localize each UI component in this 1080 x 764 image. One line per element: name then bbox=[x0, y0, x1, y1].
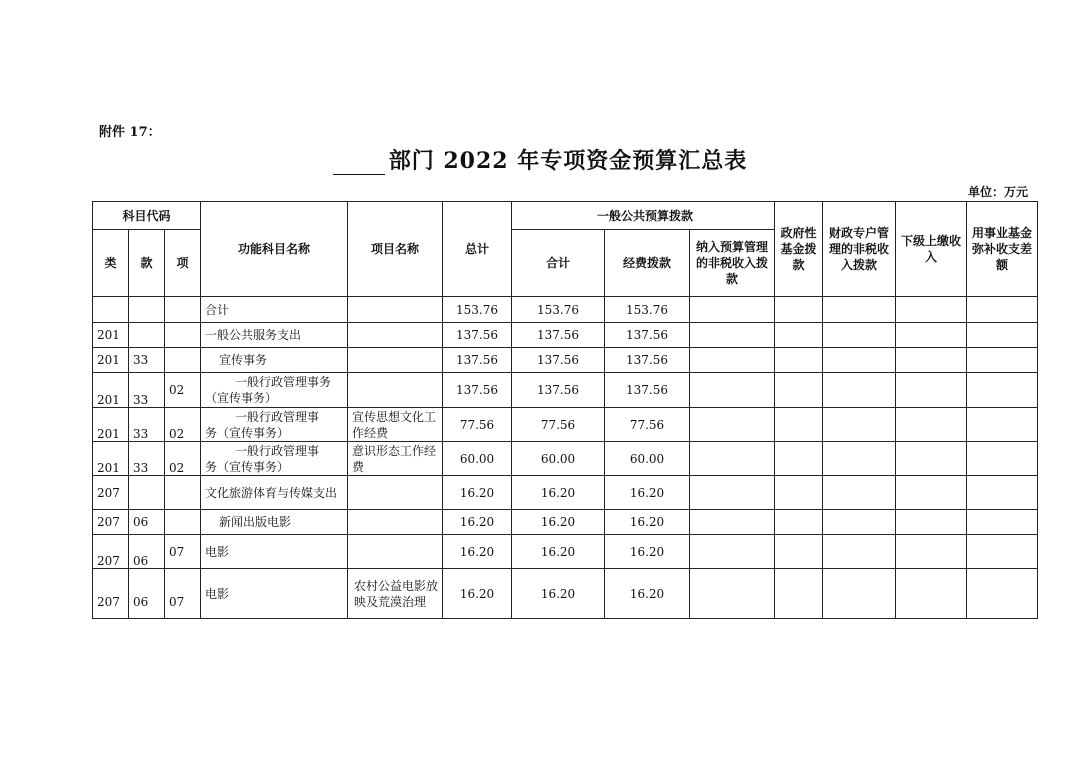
cell-gb-total: 16.20 bbox=[512, 510, 605, 535]
cell-project bbox=[348, 348, 443, 373]
table-row bbox=[93, 442, 1038, 476]
attachment-label: 附件 17： bbox=[99, 125, 161, 140]
cell-empty bbox=[823, 476, 896, 510]
cell-empty bbox=[896, 476, 967, 510]
cell-kuan: 06 bbox=[129, 569, 165, 619]
cell-empty bbox=[690, 476, 775, 510]
cell-gb-total: 16.20 bbox=[512, 535, 605, 569]
cell-empty bbox=[690, 348, 775, 373]
cell-total: 137.56 bbox=[443, 323, 512, 348]
cell-func-name: 宣传事务 bbox=[201, 348, 348, 373]
unit-label: 单位：万元 bbox=[967, 185, 1028, 199]
cell-empty bbox=[823, 408, 896, 442]
cell-empty bbox=[775, 297, 823, 323]
cell-kuan: 33 bbox=[129, 408, 165, 442]
cell-empty bbox=[775, 510, 823, 535]
cell-empty bbox=[967, 408, 1038, 442]
header-kuan: 款 bbox=[129, 230, 165, 297]
cell-gb-total: 60.00 bbox=[512, 442, 605, 476]
cell-gb-funds: 153.76 bbox=[605, 297, 690, 323]
cell-gb-total: 137.56 bbox=[512, 348, 605, 373]
cell-empty bbox=[690, 408, 775, 442]
cell-func-name: 文化旅游体育与传媒支出 bbox=[201, 476, 348, 510]
cell-empty bbox=[823, 373, 896, 408]
cell-lei: 207 bbox=[93, 476, 129, 510]
table-row bbox=[93, 476, 1038, 510]
cell-gb-funds: 60.00 bbox=[605, 442, 690, 476]
cell-xiang: 02 bbox=[165, 408, 201, 442]
cell-empty bbox=[896, 348, 967, 373]
func-name-line1: 一般行政管理事务 bbox=[235, 375, 332, 389]
header-project-name: 项目名称 bbox=[348, 202, 443, 297]
cell-empty bbox=[967, 373, 1038, 408]
cell-lei: 201 bbox=[93, 373, 129, 408]
cell-project bbox=[348, 323, 443, 348]
header-gb-total: 合计 bbox=[512, 230, 605, 297]
cell-empty bbox=[967, 569, 1038, 619]
cell-empty bbox=[690, 510, 775, 535]
cell-empty bbox=[775, 476, 823, 510]
cell-gb-total: 16.20 bbox=[512, 476, 605, 510]
cell-empty bbox=[967, 476, 1038, 510]
cell-lei: 201 bbox=[93, 323, 129, 348]
header-subject-code: 科目代码 bbox=[93, 202, 201, 230]
header-func-name: 功能科目名称 bbox=[201, 202, 348, 297]
table-row bbox=[93, 569, 1038, 619]
header-lei: 类 bbox=[93, 230, 129, 297]
cell-xiang bbox=[165, 348, 201, 373]
cell-kuan: 33 bbox=[129, 373, 165, 408]
cell-gb-funds: 77.56 bbox=[605, 408, 690, 442]
cell-kuan bbox=[129, 323, 165, 348]
header-business-fund: 用事业基金弥补收支差额 bbox=[967, 202, 1038, 297]
cell-kuan: 06 bbox=[129, 510, 165, 535]
cell-gb-total: 153.76 bbox=[512, 297, 605, 323]
cell-empty bbox=[896, 569, 967, 619]
cell-gb-total: 16.20 bbox=[512, 569, 605, 619]
cell-empty bbox=[967, 323, 1038, 348]
cell-xiang: 02 bbox=[165, 373, 201, 408]
cell-func-name: 一般公共服务支出 bbox=[201, 323, 348, 348]
cell-xiang: 07 bbox=[165, 535, 201, 569]
cell-empty bbox=[967, 297, 1038, 323]
cell-gb-funds: 16.20 bbox=[605, 535, 690, 569]
cell-empty bbox=[823, 510, 896, 535]
cell-empty bbox=[823, 297, 896, 323]
cell-empty bbox=[823, 348, 896, 373]
cell-empty bbox=[775, 323, 823, 348]
header-general-budget: 一般公共预算拨款 bbox=[512, 202, 775, 230]
cell-empty bbox=[690, 297, 775, 323]
header-superior: 下级上缴收入 bbox=[896, 202, 967, 297]
cell-empty bbox=[823, 535, 896, 569]
cell-lei: 201 bbox=[93, 408, 129, 442]
cell-lei: 207 bbox=[93, 535, 129, 569]
cell-empty bbox=[690, 569, 775, 619]
cell-func-name bbox=[201, 373, 348, 408]
cell-func-name bbox=[201, 408, 348, 442]
cell-project bbox=[348, 510, 443, 535]
cell-project bbox=[348, 373, 443, 408]
cell-total: 16.20 bbox=[443, 569, 512, 619]
cell-lei: 201 bbox=[93, 348, 129, 373]
cell-total: 16.20 bbox=[443, 535, 512, 569]
cell-project bbox=[348, 476, 443, 510]
cell-empty bbox=[690, 323, 775, 348]
header-gb-nontax: 纳入预算管理的非税收入拨款 bbox=[690, 230, 775, 297]
cell-total: 77.56 bbox=[443, 408, 512, 442]
cell-empty bbox=[967, 510, 1038, 535]
cell-empty bbox=[896, 297, 967, 323]
cell-empty bbox=[690, 442, 775, 476]
cell-total: 16.20 bbox=[443, 510, 512, 535]
table-row bbox=[93, 373, 1038, 408]
cell-xiang bbox=[165, 510, 201, 535]
cell-gb-funds: 137.56 bbox=[605, 373, 690, 408]
cell-total: 60.00 bbox=[443, 442, 512, 476]
cell-project bbox=[348, 297, 443, 323]
cell-empty bbox=[775, 569, 823, 619]
title-text: 部门 2022 年专项资金预算汇总表 bbox=[388, 148, 748, 174]
cell-gb-funds: 137.56 bbox=[605, 348, 690, 373]
cell-empty bbox=[896, 510, 967, 535]
cell-gb-total: 137.56 bbox=[512, 373, 605, 408]
cell-xiang: 07 bbox=[165, 569, 201, 619]
cell-func-name: 合计 bbox=[201, 297, 348, 323]
table-row bbox=[93, 323, 1038, 348]
cell-gb-total: 77.56 bbox=[512, 408, 605, 442]
cell-gb-funds: 16.20 bbox=[605, 476, 690, 510]
cell-xiang: 02 bbox=[165, 442, 201, 476]
cell-empty bbox=[896, 535, 967, 569]
cell-project bbox=[348, 535, 443, 569]
cell-lei: 201 bbox=[93, 442, 129, 476]
cell-empty bbox=[823, 323, 896, 348]
cell-func-name bbox=[201, 442, 348, 476]
cell-total: 16.20 bbox=[443, 476, 512, 510]
budget-table bbox=[92, 201, 1038, 619]
cell-empty bbox=[775, 535, 823, 569]
cell-lei bbox=[93, 297, 129, 323]
cell-func-name: 电影 bbox=[201, 569, 348, 619]
cell-xiang bbox=[165, 476, 201, 510]
func-name-line2: 务（宣传事务） bbox=[205, 459, 290, 474]
cell-xiang bbox=[165, 323, 201, 348]
cell-project: 宣传思想文化工作经费 bbox=[348, 408, 443, 442]
table-row bbox=[93, 348, 1038, 373]
cell-empty bbox=[775, 373, 823, 408]
cell-gb-funds: 16.20 bbox=[605, 510, 690, 535]
header-gb-funds: 经费拨款 bbox=[605, 230, 690, 297]
cell-gb-funds: 137.56 bbox=[605, 323, 690, 348]
cell-func-name: 新闻出版电影 bbox=[201, 510, 348, 535]
cell-empty bbox=[967, 535, 1038, 569]
func-name-line1: 一般行政管理事 bbox=[235, 443, 320, 458]
cell-kuan: 33 bbox=[129, 442, 165, 476]
cell-total: 137.56 bbox=[443, 348, 512, 373]
cell-empty bbox=[896, 323, 967, 348]
cell-gb-total: 137.56 bbox=[512, 323, 605, 348]
cell-empty bbox=[896, 442, 967, 476]
cell-empty bbox=[967, 348, 1038, 373]
cell-func-name: 电影 bbox=[201, 535, 348, 569]
cell-empty bbox=[775, 408, 823, 442]
header-total: 总计 bbox=[443, 202, 512, 297]
cell-total: 137.56 bbox=[443, 373, 512, 408]
cell-project: 农村公益电影放映及荒漠治理 bbox=[348, 569, 443, 619]
page-title bbox=[0, 144, 1080, 175]
func-name-line2: （宣传事务） bbox=[205, 391, 278, 405]
cell-empty bbox=[690, 373, 775, 408]
cell-kuan: 33 bbox=[129, 348, 165, 373]
table-row bbox=[93, 510, 1038, 535]
table-row bbox=[93, 408, 1038, 442]
cell-empty bbox=[967, 442, 1038, 476]
cell-empty bbox=[690, 535, 775, 569]
cell-gb-funds: 16.20 bbox=[605, 569, 690, 619]
cell-empty bbox=[823, 442, 896, 476]
header-special-account: 财政专户管理的非税收入拨款 bbox=[823, 202, 896, 297]
cell-kuan bbox=[129, 297, 165, 323]
cell-xiang bbox=[165, 297, 201, 323]
cell-empty bbox=[823, 569, 896, 619]
cell-kuan: 06 bbox=[129, 535, 165, 569]
func-name-line1: 一般行政管理事 bbox=[235, 409, 320, 424]
header-xiang: 项 bbox=[165, 230, 201, 297]
cell-empty bbox=[775, 348, 823, 373]
cell-kuan bbox=[129, 476, 165, 510]
cell-project: 意识形态工作经费 bbox=[348, 442, 443, 476]
title-blank-line bbox=[333, 152, 385, 175]
cell-empty bbox=[896, 373, 967, 408]
cell-empty bbox=[896, 408, 967, 442]
cell-lei: 207 bbox=[93, 569, 129, 619]
table-row bbox=[93, 535, 1038, 569]
func-name-line2: 务（宣传事务） bbox=[205, 425, 290, 440]
cell-lei: 207 bbox=[93, 510, 129, 535]
table-row bbox=[93, 297, 1038, 323]
header-gov-fund: 政府性基金拨款 bbox=[775, 202, 823, 297]
cell-total: 153.76 bbox=[443, 297, 512, 323]
cell-empty bbox=[775, 442, 823, 476]
